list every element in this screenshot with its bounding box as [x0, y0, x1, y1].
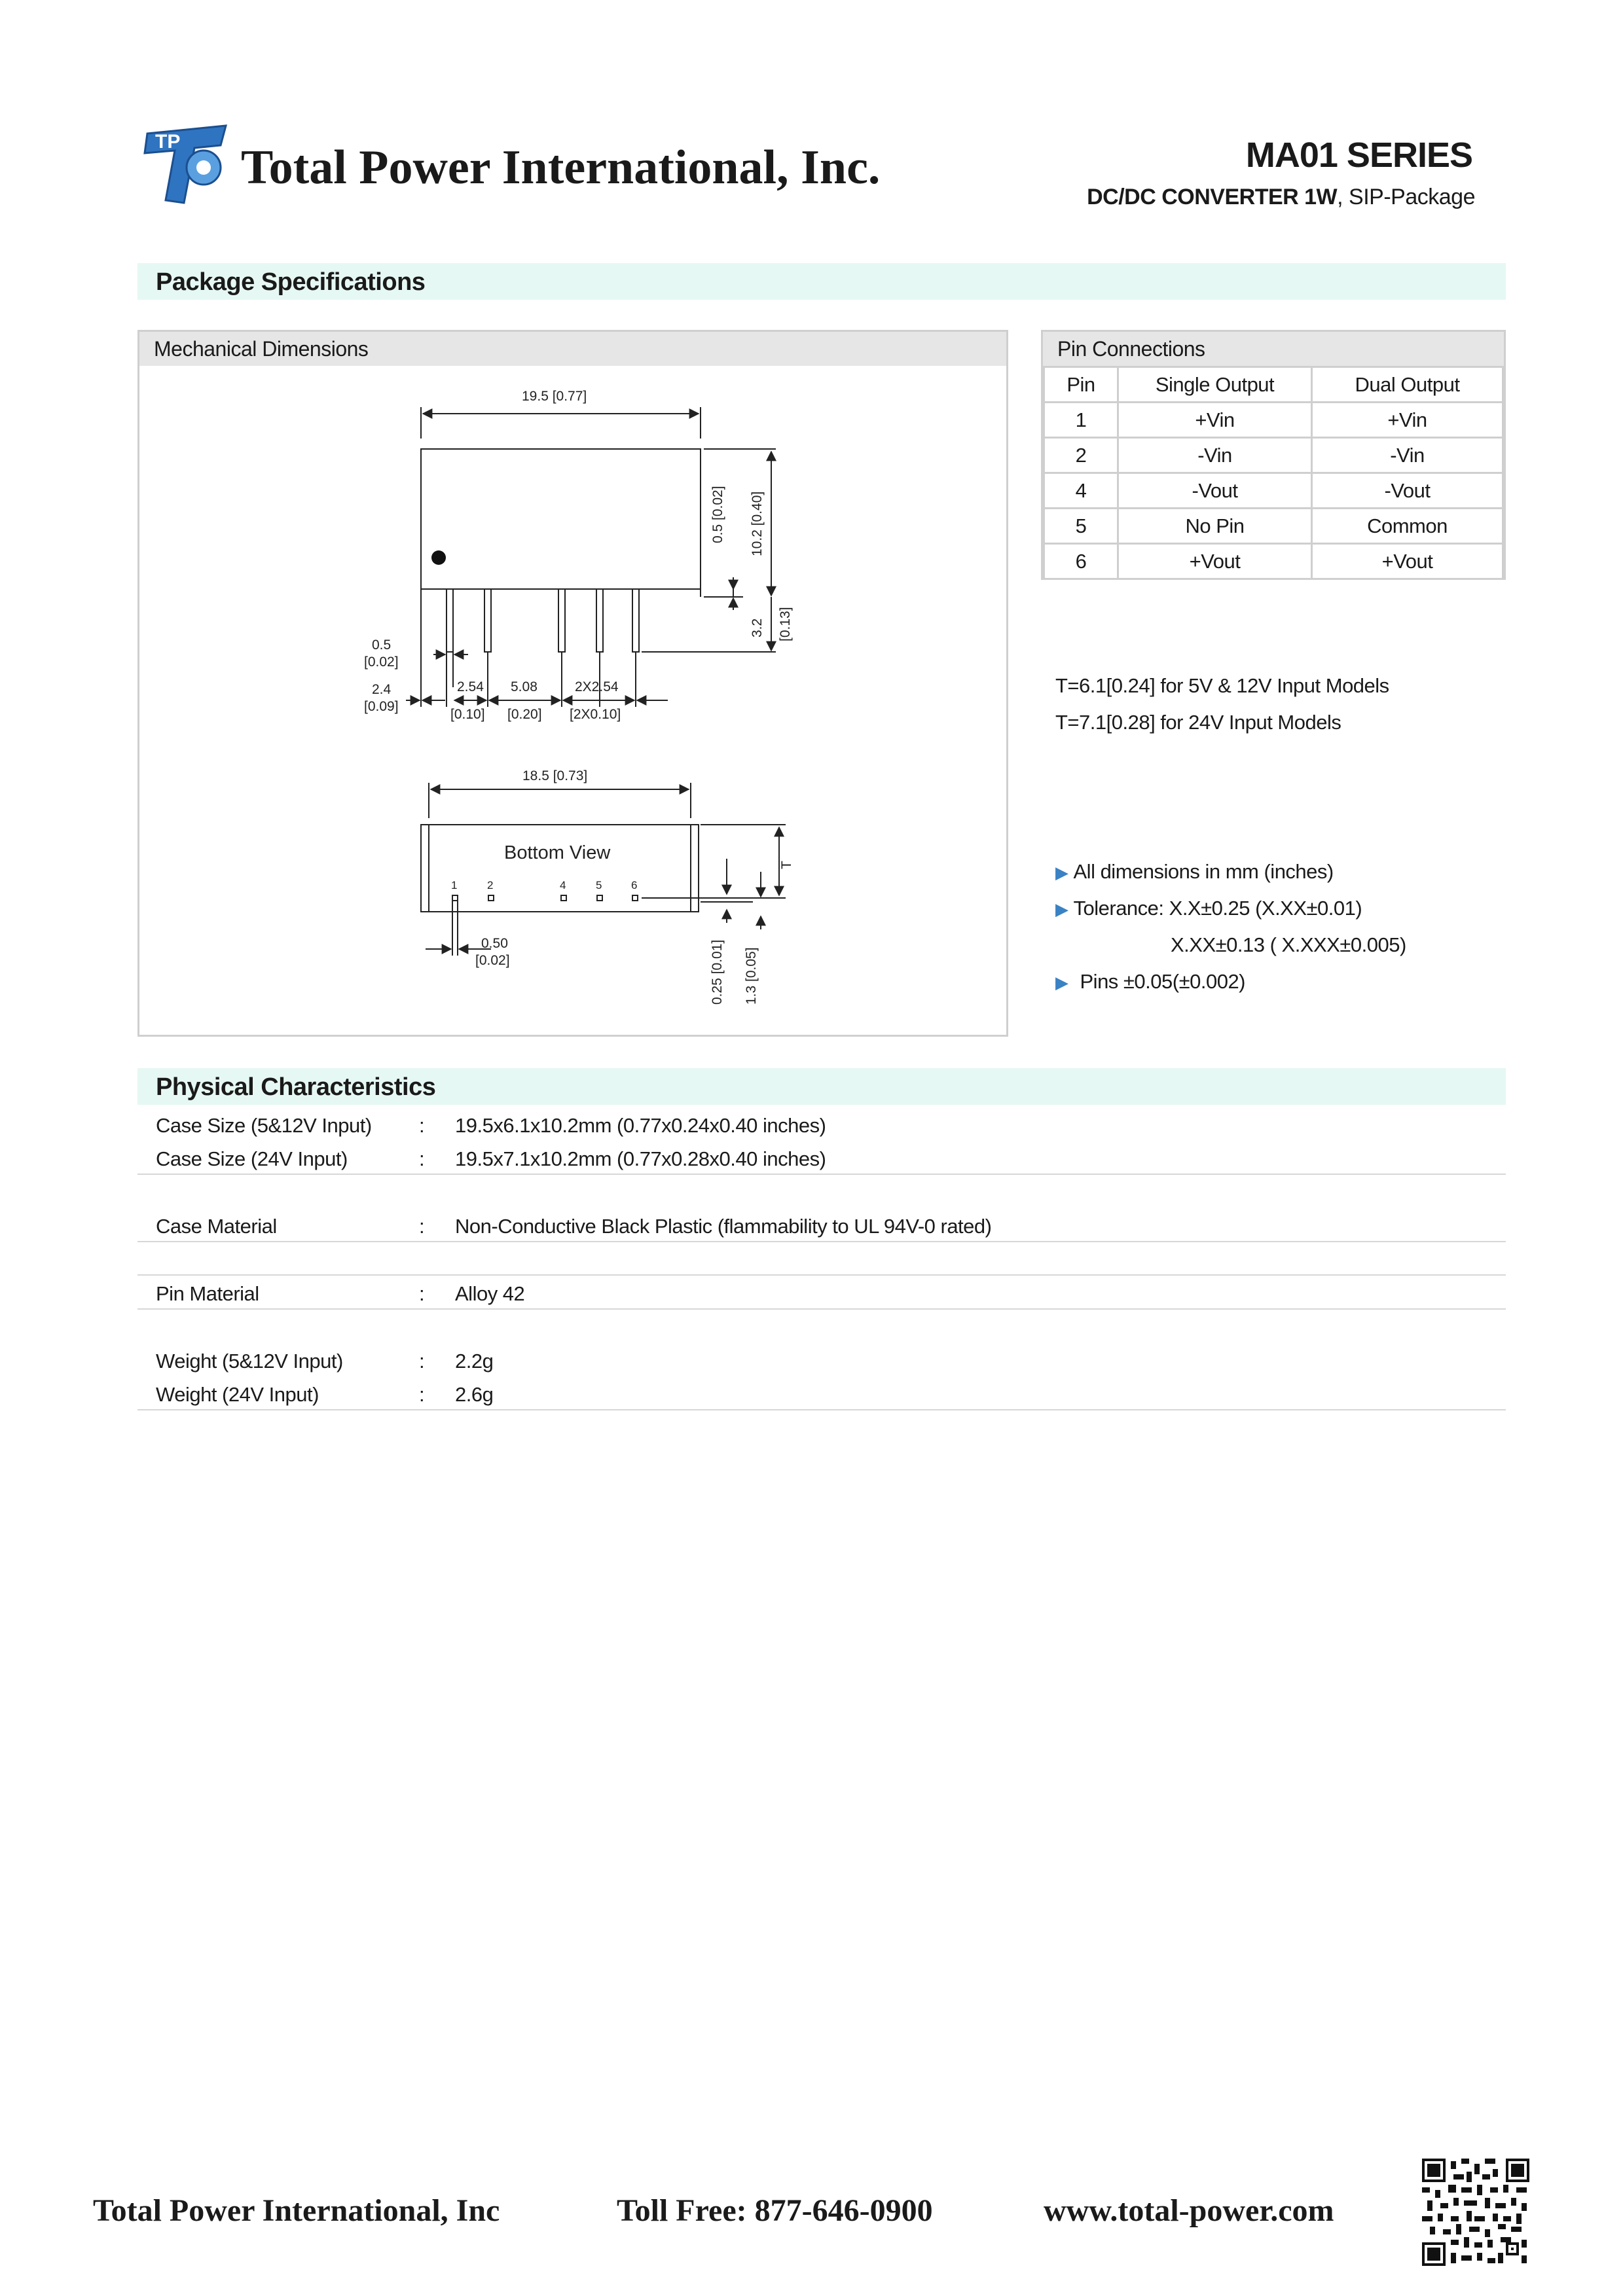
table-row	[1044, 403, 1503, 438]
package-specs-bar	[137, 263, 1506, 300]
table-row	[1044, 544, 1503, 579]
bullet-triangle-icon: ▶	[1055, 973, 1068, 992]
col-header-dual: Dual Output	[1312, 367, 1503, 403]
divider	[137, 1308, 1506, 1310]
cell-pin: 5	[1044, 509, 1118, 544]
phys-value: 19.5x7.1x10.2mm (0.77x0.28x0.40 inches)	[455, 1147, 826, 1170]
dim-offset: 0.25 [0.01]	[710, 939, 725, 1005]
pin-connections-panel	[1041, 330, 1506, 580]
package-specs-title: Package Specifications	[156, 268, 426, 296]
divider	[137, 1409, 1506, 1410]
qr-code-icon	[1422, 2159, 1529, 2266]
pin1-marker-dot	[431, 550, 446, 565]
dim-pin-thick: 0.5 [0.02]	[710, 486, 725, 543]
mechanical-drawing	[137, 367, 1004, 1028]
footer-website[interactable]: www.total-power.com	[1044, 2193, 1334, 2228]
pin-label-4: 4	[560, 879, 566, 891]
pin-label-2: 2	[487, 879, 494, 891]
mechanical-dimensions-title: Mechanical Dimensions	[139, 332, 1006, 366]
product-subtitle	[1087, 185, 1475, 210]
company-name: Total Power International, Inc.	[241, 141, 881, 194]
divider	[137, 1174, 1506, 1175]
physical-characteristics-bar	[137, 1068, 1506, 1105]
divider	[137, 1274, 1506, 1276]
bottom-view-label: Bottom View	[504, 842, 611, 863]
cell-pin: 6	[1044, 544, 1118, 579]
bullet-tolerance-cont: X.XX±0.13 ( X.XXX±0.005)	[1171, 933, 1406, 956]
dim-pitch3-b: [2X0.10]	[570, 707, 621, 722]
footer-company: Total Power International, Inc	[93, 2193, 500, 2228]
phys-colon: :	[419, 1350, 425, 1372]
physical-characteristics-title: Physical Characteristics	[156, 1073, 436, 1101]
dim-pin-w-a: 0.5	[372, 637, 392, 653]
footer-phone: Toll Free: 877-646-0900	[617, 2193, 933, 2228]
phys-label: Case Size (24V Input)	[156, 1147, 348, 1170]
pin-1	[447, 589, 453, 652]
phys-label: Weight (24V Input)	[156, 1383, 319, 1406]
dim-t: T	[779, 861, 794, 869]
cell-dual: -Vout	[1312, 473, 1503, 509]
company-logo	[141, 119, 232, 211]
dim-pin-dia-a: 0.50	[481, 936, 508, 951]
cell-dual: Common	[1312, 509, 1503, 544]
subtitle-bold: DC/DC CONVERTER 1W	[1087, 185, 1338, 209]
dim-edge-a: 2.4	[372, 682, 392, 697]
pin-4	[558, 589, 565, 652]
dim-edge-b: [0.09]	[364, 699, 399, 714]
dim-height: 10.2 [0.40]	[750, 491, 765, 556]
bullet-triangle-icon: ▶	[1055, 899, 1068, 919]
pin-5	[596, 589, 603, 652]
series-title: MA01 SERIES	[1245, 135, 1472, 175]
bullet-pins	[1055, 970, 1245, 994]
dim-standoff: 1.3 [0.05]	[744, 947, 759, 1005]
phys-colon: :	[419, 1383, 425, 1406]
divider	[137, 1241, 1506, 1242]
cell-single: +Vin	[1118, 403, 1312, 438]
phys-label: Weight (5&12V Input)	[156, 1350, 343, 1372]
dim-pitch2-a: 5.08	[511, 679, 538, 694]
phys-value: 2.2g	[455, 1350, 494, 1372]
dim-pin-len-b: [0.13]	[778, 607, 793, 641]
dim-width-top: 19.5 [0.77]	[522, 389, 587, 404]
table-header-row	[1044, 367, 1503, 403]
bullet-pins-text: Pins ±0.05(±0.002)	[1080, 970, 1246, 993]
dim-pitch2-b: [0.20]	[507, 707, 542, 722]
subtitle-rest: , SIP-Package	[1337, 185, 1475, 209]
pin-connections-table	[1043, 366, 1504, 580]
pin-label-5: 5	[596, 879, 602, 891]
bullet-tolerance	[1055, 897, 1362, 920]
t-note-1: T=6.1[0.24] for 5V & 12V Input Models	[1055, 674, 1389, 697]
cell-single: No Pin	[1118, 509, 1312, 544]
bullet-triangle-icon: ▶	[1055, 863, 1068, 882]
pin-label-6: 6	[631, 879, 638, 891]
col-header-pin: Pin	[1044, 367, 1118, 403]
cell-dual: +Vout	[1312, 544, 1503, 579]
module-body-bottom	[421, 825, 699, 912]
phys-colon: :	[419, 1215, 425, 1238]
phys-value: Alloy 42	[455, 1282, 525, 1305]
pin-label-1: 1	[451, 879, 458, 891]
table-row	[1044, 473, 1503, 509]
phys-value: 19.5x6.1x10.2mm (0.77x0.24x0.40 inches)	[455, 1114, 826, 1137]
cell-dual: +Vin	[1312, 403, 1503, 438]
logo-letters: TP	[155, 131, 181, 152]
bullet-dimensions-text: All dimensions in mm (inches)	[1073, 860, 1334, 883]
phys-label: Case Size (5&12V Input)	[156, 1114, 372, 1137]
module-body-side	[421, 449, 701, 589]
pin-2	[484, 589, 491, 652]
cell-dual: -Vin	[1312, 438, 1503, 473]
phys-colon: :	[419, 1147, 425, 1170]
cell-pin: 4	[1044, 473, 1118, 509]
table-row	[1044, 509, 1503, 544]
phys-colon: :	[419, 1282, 425, 1305]
phys-colon: :	[419, 1114, 425, 1137]
pin-6	[632, 589, 639, 652]
phys-label: Case Material	[156, 1215, 277, 1238]
cell-single: +Vout	[1118, 544, 1312, 579]
t-note-2: T=7.1[0.28] for 24V Input Models	[1055, 711, 1341, 734]
phys-label: Pin Material	[156, 1282, 259, 1305]
phys-value: 2.6g	[455, 1383, 494, 1406]
dim-pitch1-b: [0.10]	[450, 707, 485, 722]
dim-pitch3-a: 2X2.54	[575, 679, 619, 694]
table-row	[1044, 438, 1503, 473]
cell-pin: 2	[1044, 438, 1118, 473]
bullet-tolerance-text: Tolerance: X.X±0.25 (X.XX±0.01)	[1073, 897, 1362, 920]
cell-single: -Vout	[1118, 473, 1312, 509]
cell-pin: 1	[1044, 403, 1118, 438]
dim-pin-w-b: [0.02]	[364, 655, 399, 670]
bullet-dimensions	[1055, 860, 1334, 884]
dim-width-bottom: 18.5 [0.73]	[522, 768, 588, 783]
cell-single: -Vin	[1118, 438, 1312, 473]
pin-connections-title: Pin Connections	[1043, 332, 1504, 366]
phys-value: Non-Conductive Black Plastic (flammability to UL 94V-0 rated)	[455, 1215, 992, 1238]
dim-pitch1-a: 2.54	[457, 679, 484, 694]
dim-pin-dia-b: [0.02]	[475, 953, 510, 968]
dim-pin-len-a: 3.2	[750, 618, 765, 637]
col-header-single: Single Output	[1118, 367, 1312, 403]
